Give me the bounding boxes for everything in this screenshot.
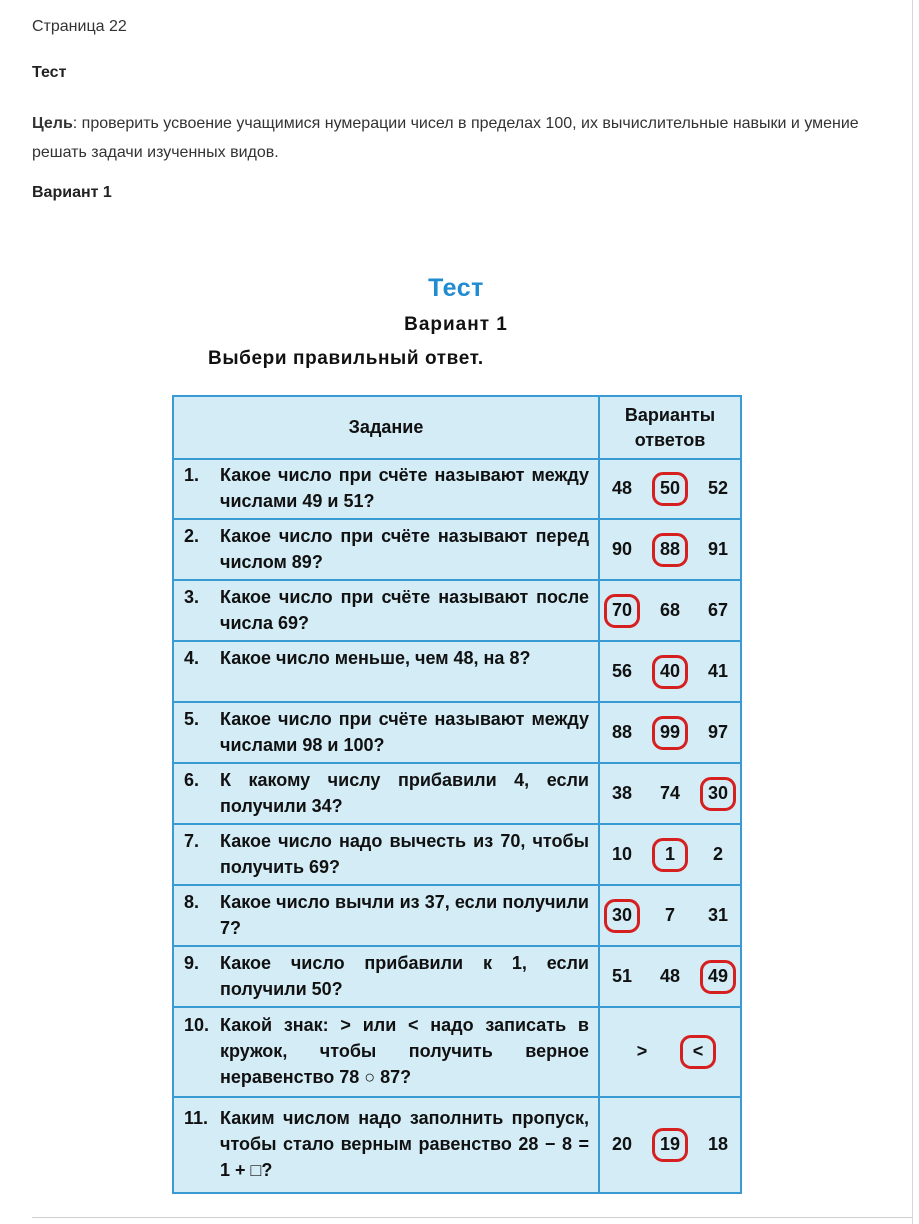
- answer-option[interactable]: 41: [707, 661, 729, 681]
- answer-option[interactable]: 68: [659, 600, 681, 620]
- header-answers-line2: ответов: [634, 429, 706, 450]
- book-title: Тест: [428, 274, 484, 302]
- question-number: 8.: [184, 892, 200, 912]
- question-text: Какое число вычли из 37, если получили 7?: [220, 892, 589, 938]
- question-number: 2.: [184, 526, 200, 546]
- row-separator: [172, 579, 742, 581]
- answer-option[interactable]: 30: [611, 905, 633, 925]
- question-text: Каким числом надо заполнить пропуск, чтобы стало верным равенство 28 − 8 = 1 + □?: [220, 1108, 589, 1180]
- row-separator: [172, 884, 742, 886]
- answer-option[interactable]: 18: [707, 1134, 729, 1154]
- section-title: Тест: [32, 64, 67, 81]
- answer-option[interactable]: 19: [659, 1134, 681, 1154]
- answer-option[interactable]: 31: [707, 905, 729, 925]
- question-text: Какое число прибавили к 1, если получили 50?: [220, 953, 589, 999]
- answer-option[interactable]: 40: [659, 661, 681, 681]
- correct-answer-circle: [652, 838, 688, 872]
- answer-option[interactable]: >: [636, 1041, 648, 1061]
- answer-option[interactable]: 49: [707, 966, 729, 986]
- question-number: 10.: [184, 1015, 210, 1035]
- correct-answer-circle: [604, 594, 640, 628]
- goal-label: Цель: [32, 115, 73, 132]
- answer-option[interactable]: 38: [611, 783, 633, 803]
- row-separator: [172, 701, 742, 703]
- answer-option[interactable]: 99: [659, 722, 681, 742]
- page-label: Страница 22: [32, 18, 127, 35]
- correct-answer-circle: [652, 533, 688, 567]
- row-separator: [172, 1096, 742, 1098]
- row-separator: [172, 640, 742, 642]
- bottom-divider: [32, 1217, 912, 1218]
- answer-option[interactable]: 70: [611, 600, 633, 620]
- question-text: Какое число при счёте называют перед числом 89?: [220, 526, 589, 572]
- answer-option[interactable]: 48: [611, 478, 633, 498]
- answer-option[interactable]: 97: [707, 722, 729, 742]
- correct-answer-circle: [652, 716, 688, 750]
- answer-option[interactable]: 50: [659, 478, 681, 498]
- answer-option[interactable]: 20: [611, 1134, 633, 1154]
- book-instruction: Выбери правильный ответ.: [208, 348, 484, 369]
- page-right-border: [912, 0, 913, 1224]
- goal-paragraph: [32, 109, 892, 167]
- answer-option[interactable]: 2: [712, 844, 724, 864]
- row-separator: [172, 1006, 742, 1008]
- answer-option[interactable]: 1: [664, 844, 676, 864]
- question-text: Какое число при счёте называют между числами 49 и 51?: [220, 465, 589, 511]
- question-number: 9.: [184, 953, 200, 973]
- answer-option[interactable]: 67: [707, 600, 729, 620]
- answer-option[interactable]: <: [692, 1041, 704, 1061]
- answer-option[interactable]: 88: [659, 539, 681, 559]
- answer-option[interactable]: 48: [659, 966, 681, 986]
- answer-option[interactable]: 52: [707, 478, 729, 498]
- answer-option[interactable]: 7: [664, 905, 676, 925]
- answer-option[interactable]: 51: [611, 966, 633, 986]
- answer-option[interactable]: 10: [611, 844, 633, 864]
- answer-option[interactable]: 30: [707, 783, 729, 803]
- header-answers: [600, 397, 740, 458]
- correct-answer-circle: [700, 960, 736, 994]
- question-text: К какому числу прибавили 4, если получили 34?: [220, 770, 589, 816]
- question-text: Какое число при счёте называют после числа 69?: [220, 587, 589, 633]
- row-separator: [172, 762, 742, 764]
- question-number: 11.: [184, 1108, 209, 1128]
- answer-option[interactable]: 88: [611, 722, 633, 742]
- row-separator: [172, 518, 742, 520]
- answer-option[interactable]: 91: [707, 539, 729, 559]
- header-answers-line1: Варианты: [624, 404, 716, 425]
- correct-answer-circle: [700, 777, 736, 811]
- question-text: Какое число надо вычесть из 70, чтобы получить 69?: [220, 831, 589, 877]
- question-text: Какое число при счёте называют между числами 98 и 100?: [220, 709, 589, 755]
- answer-option[interactable]: 74: [659, 783, 681, 803]
- question-number: 4.: [184, 648, 200, 668]
- correct-answer-circle: [652, 472, 688, 506]
- table-column-divider: [598, 395, 600, 1194]
- correct-answer-circle: [604, 899, 640, 933]
- answer-option[interactable]: 90: [611, 539, 633, 559]
- question-number: 7.: [184, 831, 200, 851]
- row-separator: [172, 823, 742, 825]
- row-separator: [172, 458, 742, 460]
- goal-text: : проверить усвоение учащимися нумерации чисел в пределах 100, их вычислительные навыки и умение решать задачи изученных видов.: [32, 115, 859, 161]
- correct-answer-circle: [652, 1128, 688, 1162]
- header-task: Задание: [348, 417, 424, 437]
- variant-label: Вариант 1: [32, 184, 112, 201]
- question-number: 5.: [184, 709, 200, 729]
- answer-option[interactable]: 56: [611, 661, 633, 681]
- question-number: 6.: [184, 770, 200, 790]
- question-number: 3.: [184, 587, 200, 607]
- question-text: Какой знак: > или < надо записать в кружок, чтобы получить верное неравенство 78 ○ 87?: [220, 1015, 589, 1087]
- correct-answer-circle: [680, 1035, 716, 1069]
- row-separator: [172, 945, 742, 947]
- question-text: Какое число меньше, чем 48, на 8?: [220, 648, 531, 668]
- question-number: 1.: [184, 465, 200, 485]
- correct-answer-circle: [652, 655, 688, 689]
- book-variant: Вариант 1: [404, 314, 508, 335]
